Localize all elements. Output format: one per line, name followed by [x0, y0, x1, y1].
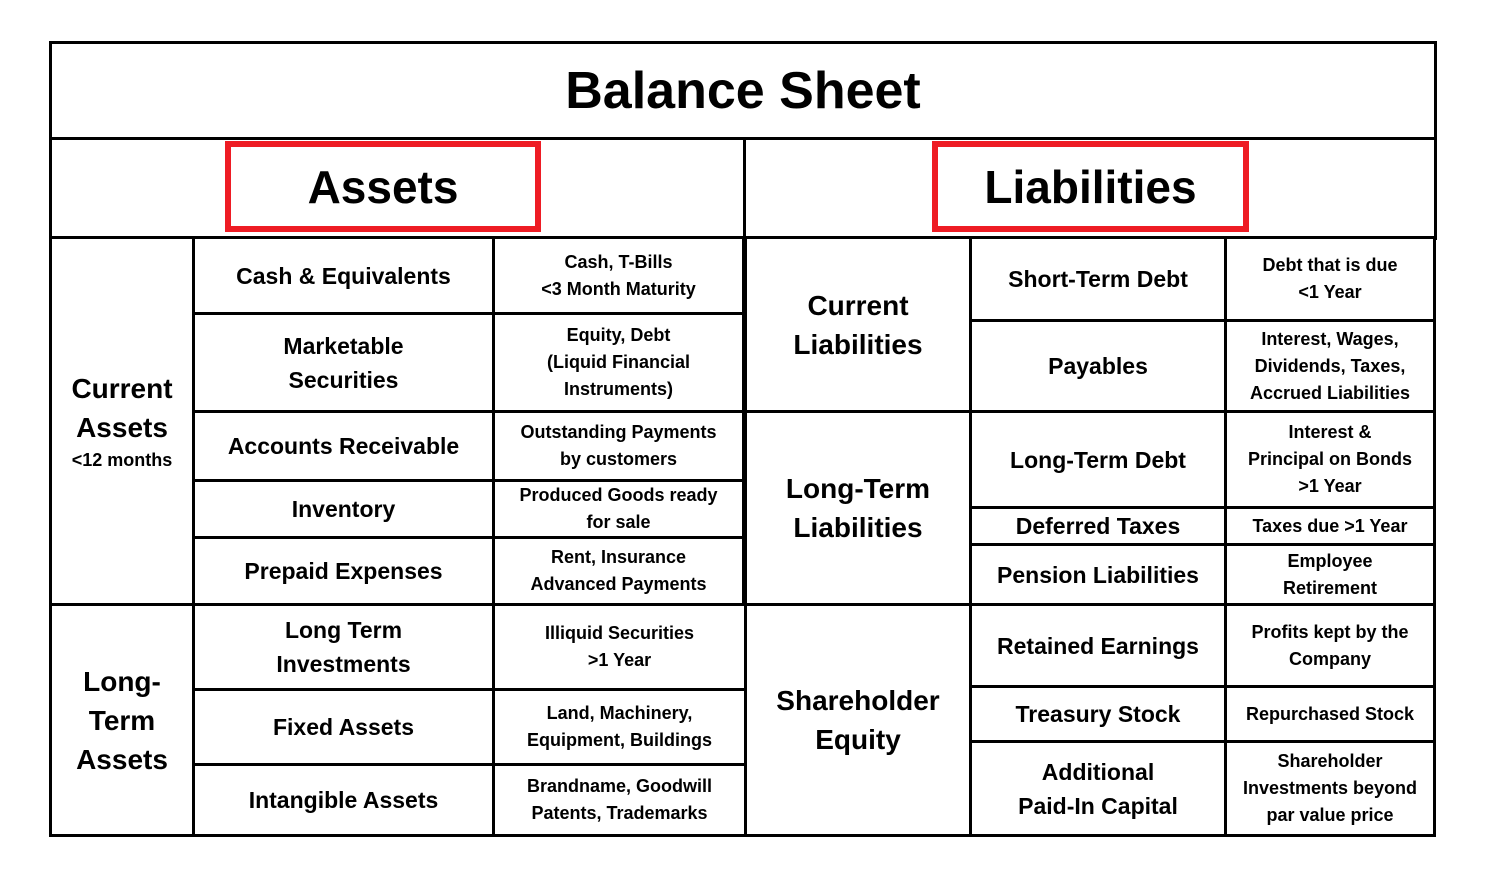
assets-header: Assets	[307, 160, 459, 213]
shareholder-equity-label-text: Equity	[815, 724, 901, 755]
line-item-description	[492, 312, 745, 413]
line-item-description-text: Accrued Liabilities	[1249, 382, 1411, 403]
line-item-name-text: Treasury Stock	[1015, 701, 1181, 727]
current-liabilities-label-text: Liabilities	[793, 328, 923, 360]
line-item-name-text: Prepaid Expenses	[244, 558, 443, 584]
assets-header-box	[225, 141, 541, 232]
line-item-name-text: Deferred Taxes	[1015, 513, 1181, 539]
line-item-name	[969, 685, 1227, 743]
line-item-name	[969, 319, 1227, 413]
shareholder-equity-label	[744, 603, 972, 837]
line-item-name-text: Payables	[1048, 353, 1148, 379]
line-item-description-text: Illiquid Securities	[544, 623, 695, 643]
long-term-liabilities-label	[744, 410, 972, 606]
line-item-description-text: >1 Year	[1298, 476, 1362, 496]
line-item-description	[1224, 506, 1436, 546]
line-item-name	[192, 688, 495, 766]
line-item-name-text: Additional	[1041, 758, 1155, 785]
line-item-name-text: Securities	[288, 366, 399, 393]
line-item-name	[192, 763, 495, 837]
line-item-description	[1224, 543, 1436, 606]
long-term-assets-label-text: Long-	[83, 665, 161, 697]
line-item-description-text: Outstanding Payments	[520, 422, 717, 442]
line-item-description	[492, 236, 745, 315]
line-item-description	[1224, 603, 1436, 688]
line-item-description	[1224, 319, 1436, 413]
line-item-description-text: (Liquid Financial	[547, 352, 690, 372]
line-item-description	[492, 479, 745, 539]
line-item-name	[192, 603, 495, 691]
line-item-name-text: Retained Earnings	[997, 632, 1199, 659]
line-item-description-text: par value price	[1266, 805, 1394, 825]
current-assets-label-text: <12 months	[71, 450, 173, 470]
line-item-description-text: Equity, Debt	[566, 325, 671, 345]
line-item-name	[192, 479, 495, 539]
line-item-description-text: Rent, Insurance	[550, 547, 687, 567]
line-item-description-text: Repurchased Stock	[1245, 703, 1415, 724]
page-title: Balance Sheet	[565, 61, 921, 120]
line-item-description-text: Interest &	[1288, 422, 1372, 442]
line-item-name	[192, 536, 495, 606]
line-item-name-text: Short-Term Debt	[1008, 266, 1188, 292]
line-item-name-text: Long-Term Debt	[1010, 446, 1186, 473]
line-item-name	[969, 410, 1227, 509]
line-item-name	[969, 740, 1227, 837]
line-item-description-text: Debt that is due	[1262, 255, 1398, 275]
line-item-description-text: Company	[1288, 648, 1371, 669]
line-item-name-text: Paid-In Capital	[1018, 792, 1178, 819]
line-item-description-text: Brandname, Goodwill	[526, 776, 713, 796]
line-item-description	[1224, 685, 1436, 743]
liabilities-header: Liabilities	[984, 160, 1197, 213]
line-item-description-text: Advanced Payments	[530, 574, 707, 594]
line-item-description-text: Patents, Trademarks	[531, 803, 708, 823]
line-item-name-text: Pension Liabilities	[997, 561, 1199, 588]
line-item-name	[969, 506, 1227, 546]
line-item-name-text: Fixed Assets	[272, 714, 415, 740]
line-item-description	[492, 603, 747, 691]
line-item-name-text: Long Term	[284, 617, 403, 643]
long-term-assets-label	[49, 603, 195, 837]
line-item-name-text: Investments	[276, 651, 411, 677]
line-item-name	[969, 236, 1227, 322]
line-item-description	[1224, 740, 1436, 837]
title-row	[49, 41, 1437, 140]
line-item-description-text: Employee	[1287, 550, 1373, 571]
line-item-description-text: Equipment, Buildings	[527, 730, 712, 750]
line-item-description-text: <1 Year	[1298, 282, 1362, 302]
line-item-description-text: Taxes due >1 Year	[1252, 515, 1408, 536]
line-item-name	[969, 603, 1227, 688]
line-item-description-text: Instruments)	[563, 379, 673, 399]
line-item-description-text: Produced Goods ready	[519, 485, 718, 505]
line-item-description-text: Land, Machinery,	[546, 703, 693, 723]
line-item-description	[1224, 236, 1436, 322]
line-item-description-text: Shareholder	[1277, 751, 1383, 771]
line-item-description-text: >1 Year	[587, 650, 652, 670]
line-item-description-text: Dividends, Taxes,	[1254, 355, 1406, 376]
line-item-description	[492, 688, 747, 766]
line-item-name-text: Inventory	[291, 496, 396, 522]
line-item-description	[492, 536, 745, 606]
line-item-name	[192, 312, 495, 413]
line-item-description-text: Investments beyond	[1242, 778, 1418, 798]
line-item-name-text: Cash & Equivalents	[236, 262, 451, 289]
shareholder-equity-label-text: Shareholder	[776, 685, 940, 716]
line-item-name	[969, 543, 1227, 606]
line-item-name-text: Marketable	[283, 332, 404, 359]
long-term-liabilities-label-text: Long-Term	[785, 473, 931, 504]
line-item-description-text: Principal on Bonds	[1247, 449, 1412, 469]
liabilities-header-box	[932, 141, 1249, 232]
long-term-liabilities-label-text: Liabilities	[793, 512, 923, 543]
line-item-name	[192, 410, 495, 482]
current-liabilities-label-text: Current	[807, 289, 909, 321]
current-assets-label	[49, 236, 195, 606]
line-item-description-text: Retirement	[1282, 577, 1378, 598]
line-item-description	[492, 763, 747, 837]
long-term-assets-label-text: Assets	[76, 743, 168, 775]
line-item-description-text: Profits kept by the	[1251, 621, 1409, 642]
line-item-name-text: Intangible Assets	[248, 787, 439, 813]
line-item-description-text: for sale	[586, 512, 651, 532]
line-item-description-text: Cash, T-Bills	[564, 251, 673, 272]
line-item-description-text: <3 Month Maturity	[541, 278, 696, 299]
long-term-assets-label-text: Term	[88, 704, 156, 736]
line-item-description-text: by customers	[559, 449, 678, 469]
current-assets-label-text: Current	[71, 373, 173, 404]
line-item-description-text: Interest, Wages,	[1261, 328, 1399, 349]
current-liabilities-label	[744, 236, 972, 413]
current-assets-label-text: Assets	[76, 412, 168, 443]
line-item-description	[1224, 410, 1436, 509]
line-item-name	[192, 236, 495, 315]
line-item-name-text: Accounts Receivable	[227, 433, 460, 459]
line-item-description	[492, 410, 745, 482]
